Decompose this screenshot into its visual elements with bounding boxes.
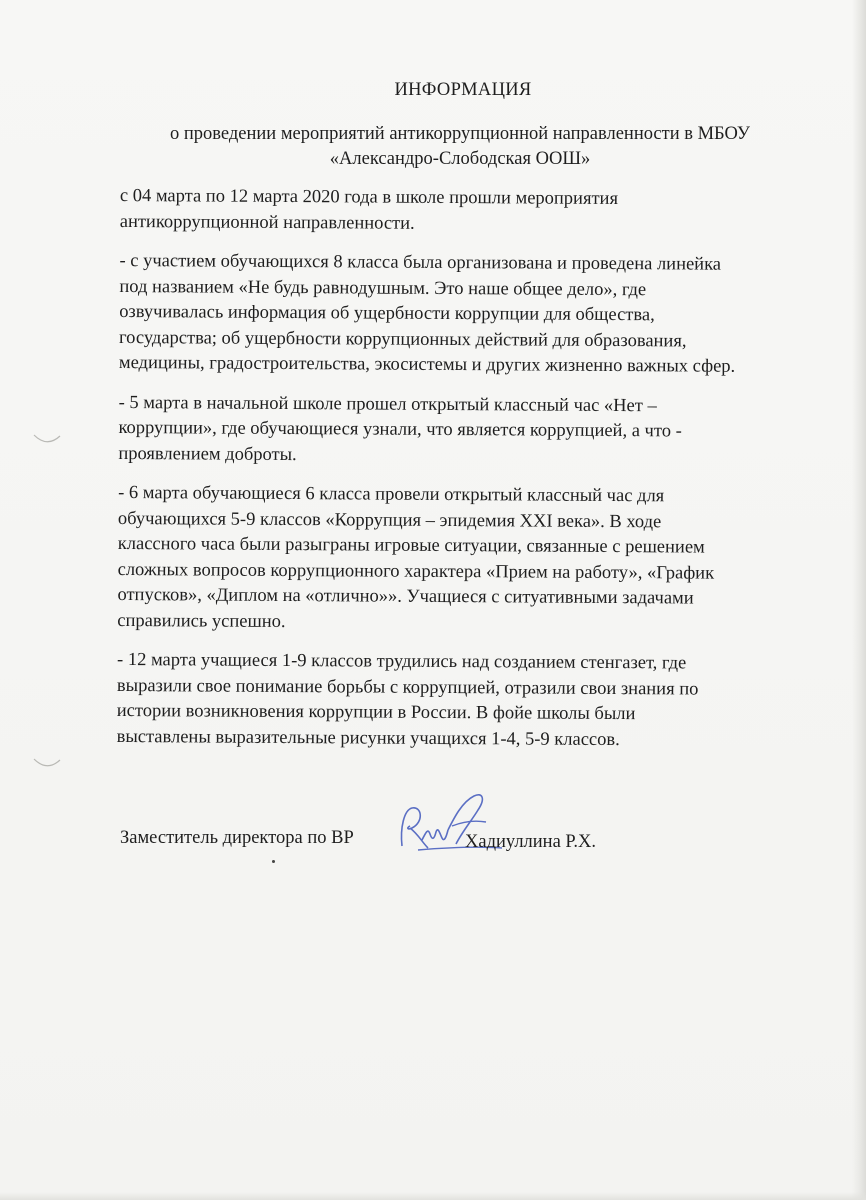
text-line: выразили свое понимание борьбы с коррупцией, отразили свои знания по (116, 675, 699, 700)
paper-edge-right (852, 0, 866, 1200)
text-line: классного часа были разыграны игровые ситуации, связанные с решением (117, 533, 705, 558)
text-line: антикоррупционной направленности. (119, 211, 415, 234)
text-line: государства; об ущербности коррупционных действий для образования, (119, 327, 687, 351)
text-line: - 6 марта обучающиеся 6 класса провели открытый классный час для (118, 482, 665, 507)
document-title: ИНФОРМАЦИЯ (394, 80, 532, 100)
text-line: коррупции», где обучающиеся узнали, что является коррупцией, а что - (118, 417, 682, 442)
text-line: отпусков», «Диплом на «отлично»». Учащиеся с ситуативными задачами (117, 584, 694, 609)
text-line: проявлением доброты. (118, 443, 297, 465)
text-line: выставлены выразительные рисунки учащихся 1-4, 5-9 классов. (116, 726, 620, 750)
paragraph-grade8-assembly (119, 249, 820, 381)
paragraph-march6 (117, 481, 818, 638)
document-subtitle (120, 122, 800, 172)
text-line: истории возникновения коррупции в России. В фойе школы были (116, 700, 636, 725)
text-line: - 5 марта в начальной школе прошел открытый классный час «Нет – (118, 392, 657, 416)
signatory-name: Хадиуллина Р.Х. (465, 832, 597, 852)
paragraph-march12 (117, 648, 818, 754)
paragraph-intro (120, 184, 820, 239)
punch-hole-mark-icon (32, 756, 62, 770)
text-line: под названием «Не будь равнодушным. Это наше общее дело», где (119, 276, 647, 300)
text-line: медицины, градостроительства, экосистемы и других жизненно важных сфер. (118, 352, 736, 377)
text-line: сложных вопросов коррупционного характера «Прием на работу», «График (117, 559, 715, 584)
handwritten-signature-icon (382, 788, 512, 868)
text-line: с 04 марта по 12 марта 2020 года в школе прошли мероприятия (119, 185, 619, 210)
signature-block (120, 818, 760, 878)
punch-hole-mark-icon (32, 432, 62, 446)
document-body (116, 184, 820, 768)
text-line: обучающихся 5-9 классов «Коррупция – эпидемия XXI века». В ходе (117, 508, 662, 532)
text-line: - 12 марта учащиеся 1-9 классов трудились над созданием стенгазет, где (117, 649, 687, 674)
text-line: озвучивалась информация об ущербности коррупции для общества, (119, 301, 655, 326)
text-line: справились успешно. (117, 610, 286, 632)
subtitle-line: «Александро-Слободская ООШ» (329, 149, 591, 169)
subtitle-line: о проведении мероприятий антикоррупционной направленности в МБОУ (170, 124, 750, 144)
signatory-position: Заместитель директора по ВР (120, 828, 354, 848)
paragraph-march5 (118, 390, 818, 471)
ink-dot (272, 860, 275, 863)
text-line: - с участием обучающихся 8 класса была организована и проведена линейка (119, 250, 722, 275)
paper-edge-bottom (0, 1192, 866, 1200)
